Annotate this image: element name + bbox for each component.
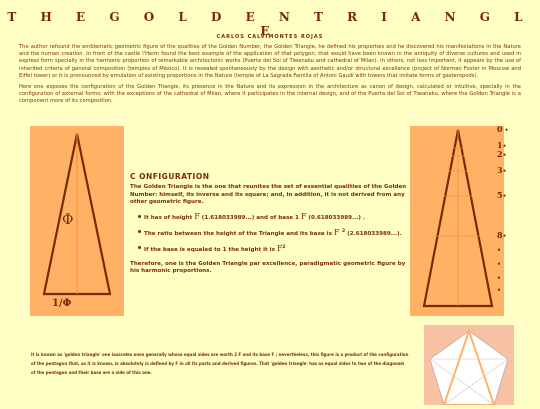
- configuration-list: [130, 213, 408, 255]
- golden-triangle-figure: [30, 126, 124, 316]
- fibonacci-triangle-figure: [410, 126, 507, 316]
- scale-mark: 8•: [497, 230, 507, 240]
- configuration-lead: The Golden Triangle is the one that reunites the set of essential qualities of the Golden Number: himself, its inverse and its square; and, in addition, it is not derived from any other geometric figure.: [130, 184, 407, 206]
- page-title: T H E G O L D E N T R I A N G L E: [7, 10, 533, 38]
- right-triangle-panel: [410, 126, 507, 316]
- intro-paragraph-2: Here one exposes the configuration of the Golden Triangle, its presence in the Nature and its expression in the architecture as canon of design, calculated or intuitive, specially in the configuration of external forms; with the exceptions of the cathedral of Milan, where it participates in the internal design, and of the Puerta del Sol of Tiwanaku, where the Golden Triangle is a component more of its composition.: [19, 84, 521, 105]
- pentagon-panel: [424, 325, 514, 405]
- list-item: The ratio between the height of the Triangle and its base is F $^2$ (2.618033989...).: [138, 228, 408, 238]
- fibonacci-scale: [497, 124, 517, 304]
- left-triangle-panel: [30, 126, 124, 316]
- pentagon-outline: [430, 331, 508, 405]
- phi-label: Φ: [62, 212, 74, 228]
- scale-dot: •: [497, 275, 501, 282]
- configuration-heading: C ONFIGURATION: [130, 172, 210, 181]
- scale-dot: •: [497, 247, 501, 254]
- configuration-section: [130, 173, 408, 280]
- list-item: It has of height F (1.618033989...) and of base 1 F (0.618033989...) .: [138, 213, 408, 222]
- list-item: If the base is equaled to 1 the height it is $F^2$: [138, 244, 408, 254]
- scale-mark: 0 •: [497, 124, 509, 134]
- scale-mark: 2•: [497, 149, 507, 159]
- scale-mark: 1•: [497, 140, 507, 150]
- pentagon-description: It is known as 'golden triangle' one isosceles ones generally whose equal sides are worth 2 F and its base F ; nevertheless, this figure is a product of the configuration of the pentagon that, as it is known, is absolutely is defined by F in all its parts and derived figures. That 'golden triangle' has as equal sides to two of the diagonals of the pentagon and their base are a side of this one.: [31, 352, 409, 375]
- scale-mark: 3•: [497, 165, 507, 175]
- pentagon-figure: [424, 325, 514, 405]
- intro-text: [19, 44, 521, 110]
- inverse-phi-label: 1/Φ: [52, 298, 72, 309]
- author-name: CARLOS CALVIMONTES ROJAS: [216, 34, 324, 40]
- scale-mark: 5•: [497, 190, 507, 200]
- configuration-closing: Therefore, one is the Golden Triangle par excellence, paradigmatic geometric figure by his harmonic proportions.: [130, 260, 406, 274]
- scale-dot: •: [497, 261, 501, 268]
- intro-paragraph-1: The author refound the emblematic geometric figure of the qualities of the Golden Number, the Golden Triangle, he defined his properties and he discovered his manifestations in the Nature and the human creation. In front of the castle l'Herm found the best example of the application of that polygon, that would have been known in the antiquity of diverse cultures and used in express form specially in the harmonic proportion of remarkable architectonic works (Puerta del Sol of Tiwanaku and cathedral of Milan). In others, not less important, it appears by the use of inherited criteria of general composition (temples of México). It is revealed spontaneously by the design with aesthetic and/or structural excellence (project of Norman Foster in Moscow and Eiffel tower) or it is pronounced by emulation of existing proportions in the Nature (temple of La Sagrada Familia of Antoni Gaudí with towers that imitate forms of gasteropods).: [19, 44, 521, 79]
- scale-dot: •: [497, 287, 501, 294]
